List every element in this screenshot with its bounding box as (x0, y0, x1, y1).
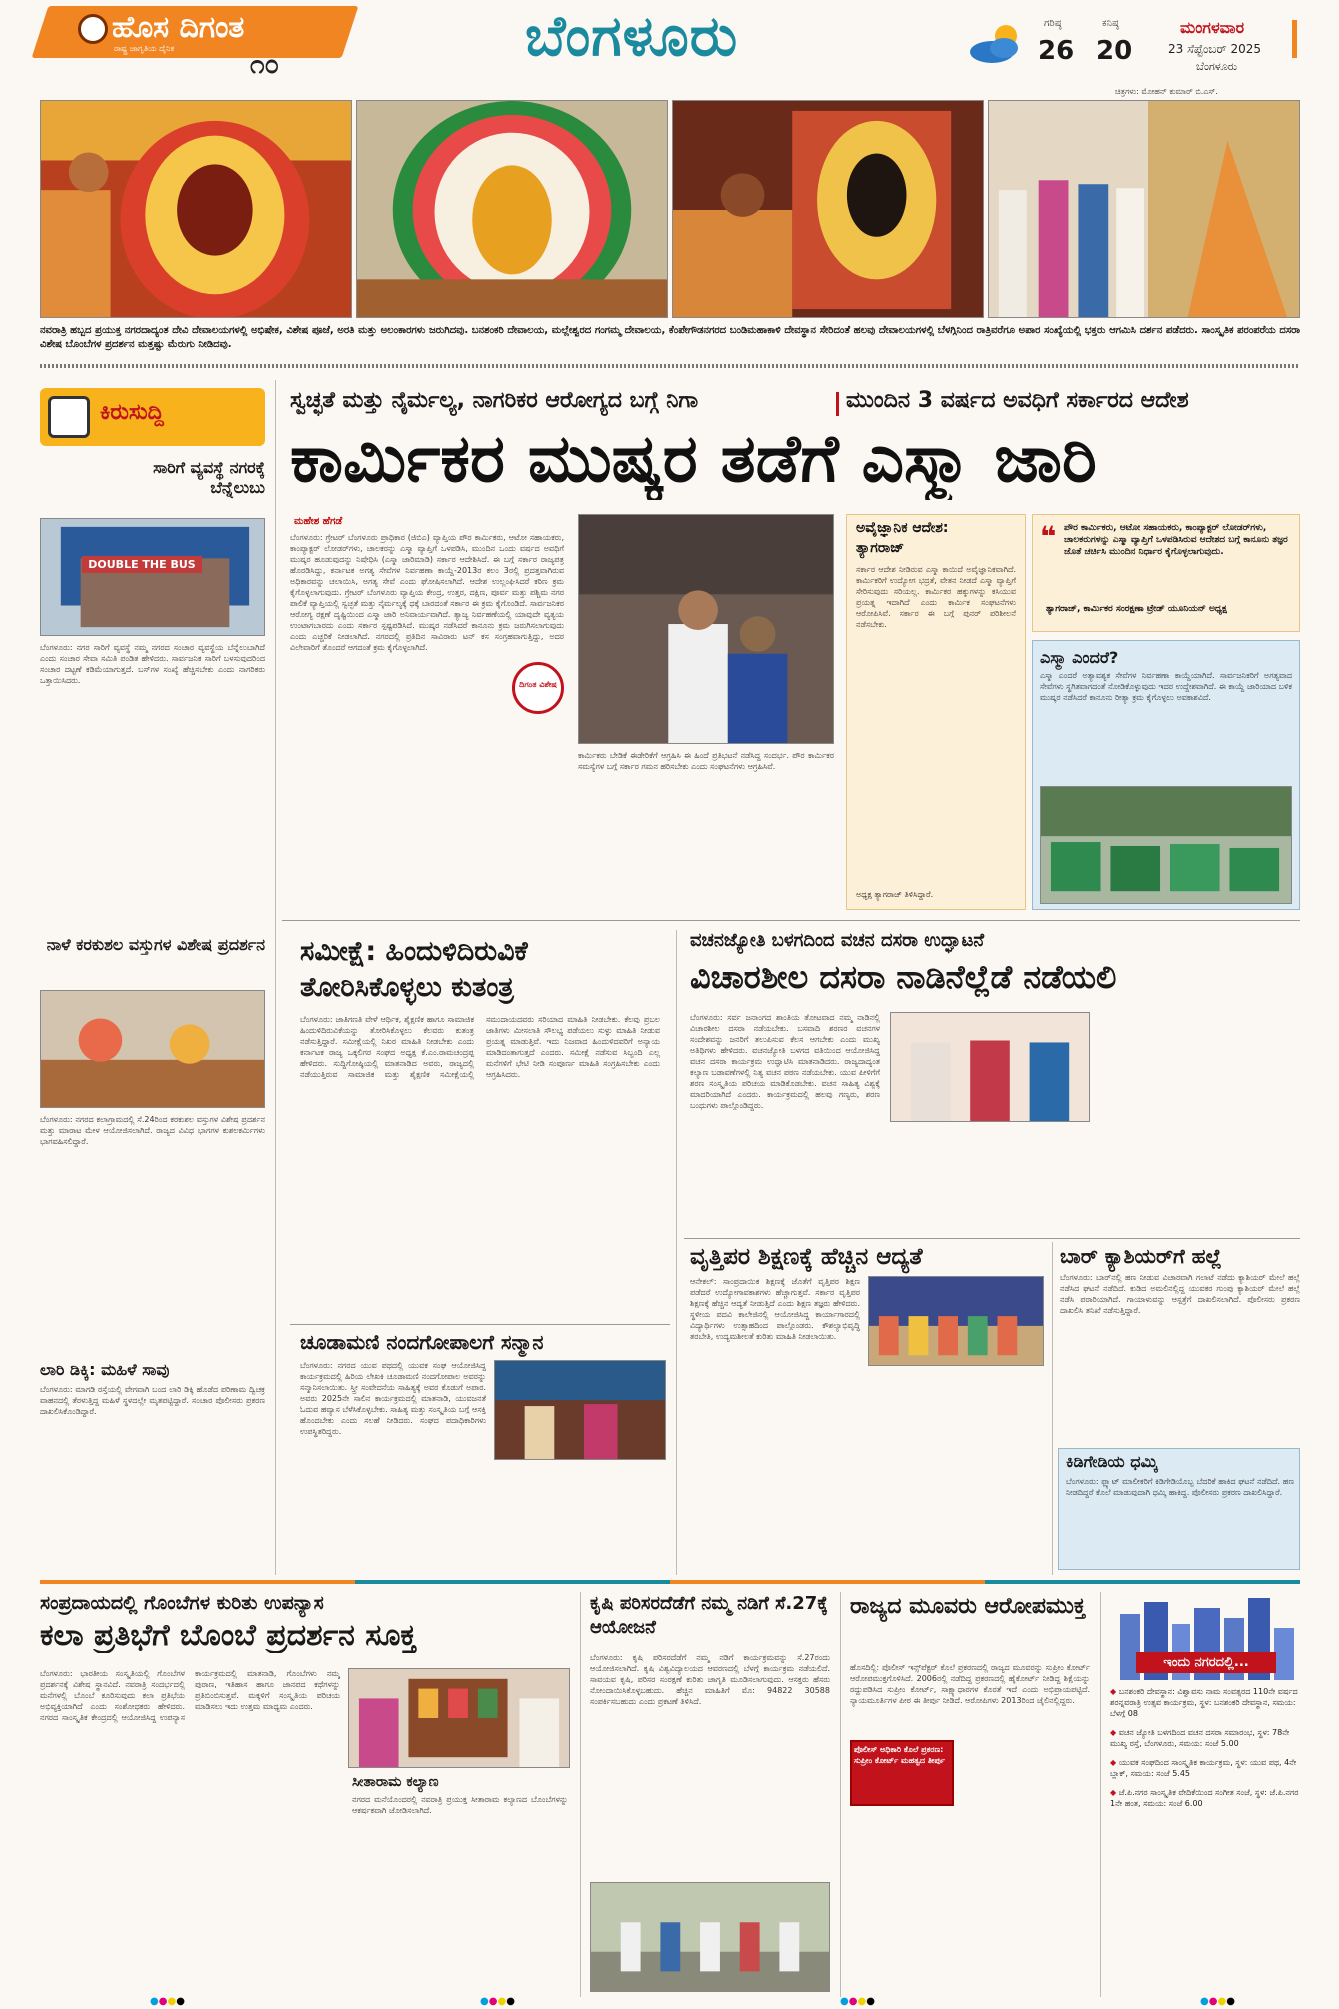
kiru-suddi-item2-body: ಬೆಂಗಳೂರು: ನಗರದ ಕಲಾಗ್ರಾಮದಲ್ಲಿ ಸೆ.24ರಿಂದ ಕರಕುಶಲ ವಸ್ತುಗಳ ವಿಶೇಷ ಪ್ರದರ್ಶನ ಮತ್ತು ಮಾರಾಟ ಮೇಳ ಆಯೋಜಿಸಲಾಗಿದೆ. ರಾಜ್ಯದ ವಿವಿಧ ಭಾಗಗಳ ಕುಶಲಕರ್ಮಿಗಳು ಭಾಗವಹಿಸಲಿದ್ದಾರೆ. (40, 1115, 265, 1146)
pull-quote-text: ಪೌರ ಕಾರ್ಮಿಕರು, ಆಟೋ ಸಹಾಯಕರು, ಕಾಂಪ್ಯಾಕ್ಟರ್ ಲೋಡರ್‌ಗಳು, ಚಾಲಕರುಗಳನ್ನು ಎಸ್ಮಾ ವ್ಯಾಪ್ತಿಗೆ ಒಳಪಡಿಸಿರುವ ಆದೇಶದ ಬಗ್ಗೆ ಕಾನೂನು ತಜ್ಞರ ಜೊತೆ ಚರ್ಚಿಸಿ ಮುಂದಿನ ನಿರ್ಧಾರ ಕೈಗೊಳ್ಳಲಾಗುವುದು. (1064, 523, 1288, 557)
top-photo-caption: ನವರಾತ್ರಿ ಹಬ್ಬದ ಪ್ರಯುಕ್ತ ನಗರದಾದ್ಯಂತ ದೇವಿ ದೇವಾಲಯಗಳಲ್ಲಿ ಅಭಿಷೇಕ, ವಿಶೇಷ ಪೂಜೆ, ಅರತಿ ಮತ್ತು ಅಲಂಕಾರಗಳು ಜರುಗಿದವು. ಬನಶಂಕರಿ ದೇವಾಲಯ, ಮಲ್ಲೇಶ್ವರದ ಗಂಗಮ್ಮ ದೇವಾಲಯ, ಕೆಂಪೇಗೌಡನಗರದ ಬಂಡಿಮಹಾಕಾಳಿ ದೇವಸ್ಥಾನ ಸೇರಿದಂತೆ ಹಲವು ದೇವಾಲಯಗಳಲ್ಲಿ ಬೆಳಗ್ಗಿನಿಂದ ರಾತ್ರಿವರೆಗೂ ಅಪಾರ ಸಂಖ್ಯೆಯಲ್ಲಿ ಭಕ್ತರು ಆಗಮಿಸಿ ದರ್ಶನ ಪಡೆದರು. ಸಾಂಸ್ಕೃತಿಕ ಪರಂಪರೆಯ ದಸರಾ ವಿಶೇಷ ಬೊಂಬೆಗಳ ಪ್ರದರ್ಶನ ಮತ್ತಷ್ಟು ಮೆರುಗು ನೀಡಿದವು. (40, 325, 1300, 350)
lead-kicker-left: ಸ್ವಚ್ಛತೆ ಮತ್ತು ನೈರ್ಮಲ್ಯ, ನಾಗರಿಕರ ಆರೋಗ್ಯದ ಬಗ್ಗೆ ನಿಗಾ (290, 388, 699, 413)
threat-body: ಬೆಂಗಳೂರು: ಫ್ಲ್ಯಾಟ್ ಮಾಲೀಕರಿಗೆ ಕಿಡಿಗೇಡಿಯೊಬ್ಬ ಬೆದರಿಕೆ ಹಾಕಿದ ಘಟನೆ ನಡೆದಿದೆ. ಹಣ ನೀಡದಿದ್ದರೆ ಕೊಲೆ ಮಾಡುವುದಾಗಿ ಧಮ್ಕಿ ಹಾಕಿದ್ದ. ಪೊಲೀಸರು ಪ್ರಕರಣ ದಾಖಲಿಸಿದ್ದಾರೆ. (1066, 1477, 1294, 1497)
event-bullet-icon: ◆ (1110, 1728, 1119, 1737)
bar-cashier-body: ಬೆಂಗಳೂರು: ಬಾರ್‌ನಲ್ಲಿ ಹಣ ನೀಡುವ ವಿಚಾರವಾಗಿ ಗಲಾಟೆ ನಡೆದು ಕ್ಯಾಶಿಯರ್ ಮೇಲೆ ಹಲ್ಲೆ ನಡೆಸಿದ ಘಟನೆ ನಡೆದಿದೆ. ಕುಡಿದ ಅಮಲಿನಲ್ಲಿದ್ದ ಯುವಕರ ಗುಂಪು ಕ್ಯಾಶಿಯರ್ ಮೇಲೆ ಹಲ್ಲೆ ನಡೆಸಿ ಪರಾರಿಯಾಗಿದೆ. ಗಾಯಾಳುವನ್ನು ಆಸ್ಪತ್ರೆಗೆ ದಾಖಲಿಸಲಾಗಿದೆ. ಪೊಲೀಸರು ಪ್ರಕರಣ ದಾಖಲಿಸಿ ತನಿಖೆ ನಡೆಸುತ್ತಿದ್ದಾರೆ. (1060, 1273, 1300, 1315)
weekday: ಮಂಗಳವಾರ (1180, 18, 1245, 37)
bus-banner-text: DOUBLE THE BUS (82, 556, 202, 573)
vachana-body-right (1100, 1012, 1300, 1232)
temple-photo-1[interactable] (40, 100, 352, 318)
paper-tagline: ರಾಷ್ಟ್ರ ಜಾಗೃತಿಯ ದೈನಿಕ (114, 44, 175, 53)
accused-box-text: ಪೊಲೀಸ್ ಅಧಿಕಾರಿ ಕೊಲೆ ಪ್ರಕರಣ: ಸುಪ್ರೀಂ ಕೋರ್ಟ್ ಮಹತ್ವದ ತೀರ್ಪು (854, 1745, 945, 1765)
today-event-text: ಯುವಕ ಸಂಘದಿಂದ ಸಾಂಸ್ಕೃತಿಕ ಕಾರ್ಯಕ್ರಮ, ಸ್ಥಳ: ಯುವ ಪಥ, 4ನೇ ಬ್ಲಾಕ್, ಸಮಯ: ಸಂಜೆ 5.45 (1110, 1758, 1297, 1778)
today-event (1110, 1727, 1300, 1749)
event-bullet-icon: ◆ (1110, 1788, 1119, 1797)
city-title: ಬೆಂಗಳೂರು (525, 4, 739, 69)
weather-min-label: ಕನಿಷ್ಠ (1102, 18, 1119, 29)
registration-marks-far: ●●●● (1200, 1996, 1235, 2007)
section-divider (40, 364, 1300, 368)
vachana-headline: ವಿಚಾರಶೀಲ ದಸರಾ ನಾಡಿನೆಲ್ಲೆಡೆ ನಡೆಯಲಿ (690, 958, 1117, 996)
doll-show-photo[interactable] (348, 1668, 570, 1768)
protest-photo[interactable] (578, 514, 834, 744)
today-event (1110, 1686, 1300, 1719)
today-event (1110, 1757, 1300, 1779)
protest-photo-caption: ಕಾರ್ಮಿಕರು ಬೇಡಿಕೆ ಈಡೇರಿಕೆಗೆ ಆಗ್ರಹಿಸಿ ಈ ಹಿಂದೆ ಪ್ರತಿಭಟನೆ ನಡೆಸಿದ್ದ ಸಂದರ್ಭ. ಪೌರ ಕಾರ್ಮಿಕರ ಸಮಸ್ಯೆಗಳ ಬಗ್ಗೆ ಸರ್ಕಾರ ಗಮನ ಹರಿಸಬೇಕು ಎಂದು ಸಂಘಟನೆಗಳು ಆಗ್ರಹಿಸಿವೆ. (578, 751, 834, 771)
threat-headline: ಕಿಡಿಗೇಡಿಯ ಧಮ್ಕಿ (1066, 1452, 1158, 1471)
column-divider (275, 380, 276, 1575)
today-event-text: ವಚನ ಜ್ಯೋತಿ ಬಳಗದಿಂದ ವಚನ ದಸರಾ ಸಮಾರಂಭ, ಸ್ಥಳ: 78ನೇ ಮುಖ್ಯ ರಸ್ತೆ, ಬೆಂಗಳೂರು, ಸಮಯ: ಸಂಜೆ 5.00 (1110, 1728, 1290, 1748)
event-bullet-icon: ◆ (1110, 1687, 1119, 1696)
quote-designation: ಅಧ್ಯಕ್ಷ ತ್ಯಾಗರಾಜ್ ತಿಳಿಸಿದ್ದಾರೆ. (856, 890, 934, 899)
weather-max: 26 (1038, 36, 1075, 66)
date: 23 ಸೆಪ್ಟೆಂಬರ್ 2025 (1168, 42, 1262, 56)
lead-headline: ಕಾರ್ಮಿಕರ ಮುಷ್ಕರ ತಡೆಗೆ ಎಸ್ಮಾ ಜಾರಿ (290, 420, 1097, 497)
vachana-kicker: ವಚನಜ್ಯೋತಿ ಬಳಗದಿಂದ ವಚನ ದಸರಾ ಉದ್ಘಾಟನೆ (690, 930, 985, 951)
today-event (1110, 1787, 1300, 1809)
bar-cashier-headline: ಬಾರ್ ಕ್ಯಾಶಿಯರ್‌ಗೆ ಹಲ್ಲೆ (1060, 1244, 1222, 1268)
doll-show-headline: ಕಲಾ ಪ್ರತಿಭೆಗೆ ಬೊಂಬೆ ಪ್ರದರ್ಶನ ಸೂಕ್ತ (40, 1618, 417, 1653)
handicraft-photo[interactable] (40, 990, 265, 1108)
temple-photo-4[interactable] (988, 100, 1300, 318)
kiru-suddi-item3-title: ಲಾರಿ ಡಿಕ್ಕಿ: ಮಹಿಳೆ ಸಾವು (40, 1360, 170, 1379)
vachana-photo[interactable] (890, 1012, 1090, 1122)
weather-min: 20 (1096, 36, 1133, 66)
chudamani-body-cont (494, 1466, 666, 1570)
column-divider-3 (1052, 1242, 1053, 1575)
lead-body: ಬೆಂಗಳೂರು: ಗ್ರೇಟರ್ ಬೆಂಗಳೂರು ಪ್ರಾಧಿಕಾರ (ಜಿಬಿಎ) ವ್ಯಾಪ್ತಿಯ ಪೌರ ಕಾರ್ಮಿಕರು, ಆಟೋ ಸಹಾಯಕರು, ಕಾಂಪ್ಯಾಕ್ಟರ್ ಲೋಡರ್‌ಗಳು, ಚಾಲಕರನ್ನು ಎಸ್ಮಾ ವ್ಯಾಪ್ತಿಗೆ ಒಳಪಡಿಸಿ, ಮುಂದಿನ ಒಂದು ವರ್ಷದ ಅವಧಿಗೆ ಮುಷ್ಕರ ಹೂಡುವುದನ್ನು ನಿಷೇಧಿಸಿ (ಎಸ್ಮಾ ಜಾರಿಮಾಡಿ) ಸರ್ಕಾರ ಆದೇಶಿಸಿದೆ. ಈ ಬಗ್ಗೆ ಸರ್ಕಾರ ರಾಜ್ಯಪತ್ರ ಹೊರಡಿಸಿದ್ದು, ಕರ್ನಾಟಕ ಅಗತ್ಯ ಸೇವೆಗಳ ನಿರ್ವಹಣಾ ಕಾಯ್ದೆ-2013ರ ಕಲಂ 3ರಲ್ಲಿ ಪ್ರದತ್ತವಾಗಿರುವ ಅಧಿಕಾರವನ್ನು ಚಲಾಯಿಸಿ, ಅಗತ್ಯ ಸೇವೆ ಎಂದು ಘೋಷಿಸಲಾಗಿದೆ. ಆದೇಶ ಉಲ್ಲಂಘಿಸಿದರೆ ಕಠಿಣ ಕ್ರಮ ಕೈಗೊಳ್ಳಲಾಗುವುದು. ಗ್ರೇಟರ್ ಬೆಂಗಳೂರು ವ್ಯಾಪ್ತಿಯ ಕೇಂದ್ರ, ಉತ್ತರ, ದಕ್ಷಿಣ, ಪೂರ್ವ ಮತ್ತು ಪಶ್ಚಿಮ ನಗರ ಪಾಲಿಕೆ ವ್ಯಾಪ್ತಿಯಲ್ಲಿ ಸ್ವಚ್ಛತೆ ಮತ್ತು ನೈರ್ಮಲ್ಯಕ್ಕೆ ಧಕ್ಕೆ ಬಾರದಂತೆ ಸರ್ಕಾರ ಈ ಕ್ರಮ ಕೈಗೊಂಡಿದೆ. ಸಾರ್ವಜನಿಕರ ಆರೋಗ್ಯ ರಕ್ಷಣೆ ದೃಷ್ಟಿಯಿಂದ ಎಸ್ಮಾ ಜಾರಿ ಅನಿವಾರ್ಯವಾಗಿದೆ. ತ್ಯಾಜ್ಯ ನಿರ್ವಹಣೆಯಲ್ಲಿ ಯಾವುದೇ ವ್ಯತ್ಯಯ ಉಂಟಾಗಬಾರದು ಎಂದು ಸರ್ಕಾರ ಸ್ಪಷ್ಟಪಡಿಸಿದೆ. ಮುಷ್ಕರ ನಡೆಸಿದರೆ ಕಾನೂನು ಕ್ರಮ ಜರುಗಿಸಲಾಗುವುದು ಎಂದು ಎಚ್ಚರಿಕೆ ನೀಡಲಾಗಿದೆ. ನಗರದಲ್ಲಿ ಪ್ರತಿದಿನ ಸಾವಿರಾರು ಟನ್ ಕಸ ಸಂಗ್ರಹವಾಗುತ್ತಿದ್ದು, ಅದರ ವಿಲೇವಾರಿಗೆ ತೊಂದರೆ ಆಗದಂತೆ ಕ್ರಮ ಕೈಗೊಳ್ಳಲಾಗಿದೆ. (290, 533, 564, 652)
accused-body: ಹೊಸದಿಲ್ಲಿ: ಪೊಲೀಸ್ ಇನ್ಸ್‌ಪೆಕ್ಟರ್ ಕೊಲೆ ಪ್ರಕರಣದಲ್ಲಿ ರಾಜ್ಯದ ಮೂವರನ್ನು ಸುಪ್ರೀಂ ಕೋರ್ಟ್ ಆರೋಪಮುಕ್ತಗೊಳಿಸಿದೆ. 2006ರಲ್ಲಿ ನಡೆದಿದ್ದ ಪ್ರಕರಣದಲ್ಲಿ ಹೈಕೋರ್ಟ್ ನೀಡಿದ್ದ ಶಿಕ್ಷೆಯನ್ನು ರದ್ದುಪಡಿಸಿದ ಸುಪ್ರೀಂ ಕೋರ್ಟ್, ಸಾಕ್ಷ್ಯಾಧಾರಗಳ ಕೊರತೆ ಇದೆ ಎಂದು ಅಭಿಪ್ರಾಯಪಟ್ಟಿದೆ. ನ್ಯಾಯಮೂರ್ತಿಗಳ ಪೀಠ ಈ ತೀರ್ಪು ನೀಡಿದೆ. ಆರೋಪಿಗಳು 2013ರಿಂದ ಜೈಲಿನಲ್ಲಿದ್ದರು. (850, 1663, 1090, 1705)
column-divider-2 (676, 930, 677, 1575)
city-label: ಬೆಂಗಳೂರು (1196, 60, 1238, 73)
garbage-trucks-photo[interactable] (1040, 786, 1292, 904)
kiru-suddi-item1-title: ಸಾರಿಗೆ ವ್ಯವಸ್ಥೆ ನಗರಕ್ಕೆ ಬೆನ್ನೆಲುಬು (153, 458, 265, 497)
chudamani-headline: ಚೂಡಾಮಣಿ ನಂದಗೋಪಾಲಗೆ ಸನ್ಮಾನ (300, 1330, 544, 1354)
doll-caption-body: ನಗರದ ಮನೆಯೊಂದರಲ್ಲಿ ನವರಾತ್ರಿ ಪ್ರಯುಕ್ತ ಸೀತಾರಾಮ ಕಲ್ಯಾಣದ ಬೊಂಬೆಗಳನ್ನು ಆಕರ್ಷಕವಾಗಿ ಜೋಡಿಸಲಾಗಿದೆ. (352, 1795, 568, 1815)
bottom-divider-1 (580, 1592, 581, 1997)
lead-byline: ಮಹೇಶ ಹೆಗಡೆ (294, 516, 343, 527)
lead-kicker-right: ಮುಂದಿನ 3 ವರ್ಷದ ಅವಧಿಗೆ ಸರ್ಕಾರದ ಆದೇಶ (846, 388, 1189, 413)
weather-max-label: ಗರಿಷ್ಠ (1044, 18, 1062, 29)
quote-label: ಅವೈಜ್ಞಾನಿಕ ಆದೇಶ: (856, 520, 949, 536)
quote-name: ತ್ಯಾಗರಾಜ್ (856, 540, 905, 556)
doll-show-kicker: ಸಂಪ್ರದಾಯದಲ್ಲಿ ಗೊಂಬೆಗಳ ಕುರಿತು ಉಪನ್ಯಾಸ (40, 1592, 324, 1614)
vachana-body: ಬೆಂಗಳೂರು: ಸರ್ವ ಜನಾಂಗದ ಶಾಂತಿಯ ತೋಟವಾದ ನಮ್ಮ ನಾಡಿನಲ್ಲಿ ವಿಚಾರಶೀಲ ದಸರಾ ನಡೆಯಬೇಕು. ಬಸವಾದಿ ಶರಣರ ವಚನಗಳ ಸಂದೇಶವನ್ನು ಜನರಿಗೆ ತಲುಪಿಸುವ ಕೆಲಸ ಆಗಬೇಕು ಎಂದು ಮುಖ್ಯ ಅತಿಥಿಗಳು ಹೇಳಿದರು. ವಚನಜ್ಯೋತಿ ಬಳಗದ ವತಿಯಿಂದ ಆಯೋಜಿಸಿದ್ದ ವಚನ ದಸರಾ ಕಾರ್ಯಕ್ರಮ ಉದ್ಘಾಟಿಸಿ ಮಾತನಾಡಿದರು. ರಾಜ್ಯದಾದ್ಯಂತ ಕಲ್ಯಾಣ ಬಡಾವಣೆಗಳಲ್ಲಿ ನಿತ್ಯ ವಚನ ಪಠಣ ನಡೆಯಬೇಕು. ಯುವ ಪೀಳಿಗೆಗೆ ಶರಣ ಸಂಸ್ಕೃತಿಯ ಪರಿಚಯ ಮಾಡಿಕೊಡಬೇಕು. ವಚನ ಸಾಹಿತ್ಯ ವಿಶ್ವಕ್ಕೆ ಮಾದರಿಯಾಗಿದೆ ಎಂದರು. ಕಾರ್ಯಕ್ರಮದಲ್ಲಿ ಹಲವು ಗಣ್ಯರು, ಶರಣ ಬಂಧುಗಳು ಪಾಲ್ಗೊಂಡಿದ್ದರು. (690, 1013, 880, 1110)
agri-body: ಬೆಂಗಳೂರು: ಕೃಷಿ ಪರಿಸರದೆಡೆಗೆ ನಮ್ಮ ನಡಿಗೆ ಕಾರ್ಯಕ್ರಮವನ್ನು ಸೆ.27ರಂದು ಆಯೋಜಿಸಲಾಗಿದೆ. ಕೃಷಿ ವಿಶ್ವವಿದ್ಯಾಲಯದ ಆವರಣದಲ್ಲಿ ಬೆಳಗ್ಗೆ ಕಾರ್ಯಕ್ರಮ ನಡೆಯಲಿದೆ. ಸಾವಯವ ಕೃಷಿ, ಪರಿಸರ ಸಂರಕ್ಷಣೆ ಕುರಿತು ಜಾಗೃತಿ ಮೂಡಿಸಲಾಗುವುದು. ಆಸಕ್ತರು ಹೆಸರು ನೋಂದಾಯಿಸಿಕೊಳ್ಳಬಹುದು. ಹೆಚ್ಚಿನ ಮಾಹಿತಿಗೆ ಮೊ: 94822 30588 ಸಂಪರ್ಕಿಸಬಹುದು ಎಂದು ಪ್ರಕಟಣೆ ತಿಳಿಸಿದೆ. (590, 1653, 830, 1706)
survey-body: ಬೆಂಗಳೂರು: ಜಾತಿಗಣತಿ ವೇಳೆ ಆರ್ಥಿಕ, ಶೈಕ್ಷಣಿಕ ಹಾಗೂ ಸಾಮಾಜಿಕ ಹಿಂದುಳಿದಿರುವಿಕೆಯನ್ನು ತೋರಿಸಿಕೊಳ್ಳಲು ಕೆಲವರು ಕುತಂತ್ರ ನಡೆಸುತ್ತಿದ್ದಾರೆ. ಸಮೀಕ್ಷೆಯಲ್ಲಿ ನಿಖರ ಮಾಹಿತಿ ನೀಡಬೇಕು ಎಂದು ಕರ್ನಾಟಕ ರಾಜ್ಯ ಒಕ್ಕಲಿಗರ ಸಂಘದ ಅಧ್ಯಕ್ಷ ಕೆ.ಎಂ.ರಾಮಚಂದ್ರಪ್ಪ ಹೇಳಿದರು. ಸುದ್ದಿಗೋಷ್ಠಿಯಲ್ಲಿ ಮಾತನಾಡಿದ ಅವರು, ರಾಜ್ಯದಲ್ಲಿ ನಡೆಯುತ್ತಿರುವ ಸಾಮಾಜಿಕ ಮತ್ತು ಶೈಕ್ಷಣಿಕ ಸಮೀಕ್ಷೆಯಲ್ಲಿ ಸಮುದಾಯದವರು ಸರಿಯಾದ ಮಾಹಿತಿ ನೀಡಬೇಕು. ಕೆಲವು ಪ್ರಬಲ ಜಾತಿಗಳು ಮೀಸಲಾತಿ ಸೌಲಭ್ಯ ಪಡೆಯಲು ಸುಳ್ಳು ಮಾಹಿತಿ ನೀಡುವ ಪ್ರಯತ್ನ ಮಾಡುತ್ತಿವೆ. ಇದು ನಿಜವಾದ ಹಿಂದುಳಿದವರಿಗೆ ಅನ್ಯಾಯ ಮಾಡಿದಂತಾಗುತ್ತದೆ ಎಂದರು. ಸಮೀಕ್ಷೆ ನಡೆಸುವ ಸಿಬ್ಬಂದಿ ಎಲ್ಲ ಮನೆಗಳಿಗೆ ಭೇಟಿ ನೀಡಿ ಸಂಪೂರ್ಣ ಮಾಹಿತಿ ಸಂಗ್ರಹಿಸಬೇಕು ಎಂದು ಆಗ್ರಹಿಸಿದರು. (300, 1015, 660, 1079)
chudamani-photo[interactable] (494, 1360, 666, 1460)
lead-kicker-divider (836, 392, 839, 416)
logo-emblem-icon (78, 14, 108, 44)
esma-title: ಎಸ್ಮಾ ಎಂದರೆ? (1040, 648, 1119, 667)
row-divider (282, 920, 1300, 921)
quote-body: ಸರ್ಕಾರ ಆದೇಶ ನೀಡಿರುವ ಎಸ್ಮಾ ಕಾಯಿದೆ ಅವೈಜ್ಞಾನಿಕವಾಗಿದೆ. ಕಾರ್ಮಿಕರಿಗೆ ಉದ್ಯೋಗ ಭದ್ರತೆ, ವೇತನ ನೀಡದೆ ಎಸ್ಮಾ ವ್ಯಾಪ್ತಿಗೆ ಸೇರಿಸುವುದು ಸರಿಯಲ್ಲ. ಕಾರ್ಮಿಕರ ಹಕ್ಕುಗಳನ್ನು ಕಸಿಯುವ ಪ್ರಯತ್ನ ಇದಾಗಿದೆ ಎಂದು ಕಾರ್ಮಿಕ ಸಂಘಟನೆಗಳು ಆರೋಪಿಸಿವೆ. ಸರ್ಕಾರ ಈ ಬಗ್ಗೆ ಪುನರ್ ಪರಿಶೀಲನೆ ನಡೆಸಬೇಕು. (856, 565, 1016, 629)
registration-marks-mid: ●●●● (480, 1996, 515, 2007)
survey-divider (290, 1324, 670, 1325)
pull-quote-author: ತ್ಯಾಗರಾಜ್, ಕಾರ್ಮಿಕರ ಸಂರಕ್ಷಣಾ ಟ್ರೇಡ್ ಯೂನಿಯನ್ ಅಧ್ಯಕ್ಷ (1046, 604, 1227, 614)
kiru-suddi-item2-title: ನಾಳೆ ಕರಕುಶಲ ವಸ್ತುಗಳ ವಿಶೇಷ ಪ್ರದರ್ಶನ (46, 935, 265, 954)
temple-photo-2[interactable] (356, 100, 668, 318)
vocational-headline: ವೃತ್ತಿಪರ ಶಿಕ್ಷಣಕ್ಕೆ ಹೆಚ್ಚಿನ ಆದ್ಯತೆ (690, 1244, 923, 1270)
today-event-text: ಬನಶಂಕರಿ ದೇವಸ್ಥಾನ: ವಿಶ್ವಾವಸು ನಾಮ ಸಂವತ್ಸರದ 110ನೇ ವರ್ಷದ ಶರನ್ನವರಾತ್ರಿ ಉತ್ಸವ ಕಾರ್ಯಕ್ರಮ, ಸ್ಥಳ: ಬನಶಂಕರಿ ದೇವಸ್ಥಾನ, ಸಮಯ: ಬೆಳಗ್ಗೆ 08 (1110, 1687, 1298, 1718)
vocational-photo[interactable] (868, 1276, 1044, 1366)
today-title: ಇಂದು ನಗರದಲ್ಲಿ... (1136, 1652, 1276, 1673)
agri-photo[interactable] (590, 1882, 830, 1992)
bottom-divider-2 (840, 1592, 841, 1997)
bus-photo[interactable] (40, 518, 265, 636)
survey-headline: ಸಮೀಕ್ಷೆ: ಹಿಂದುಳಿದಿರುವಿಕೆ ತೋರಿಸಿಕೊಳ್ಳಲು ಕುತಂತ್ರ (300, 936, 528, 1003)
photo-credit: ಚಿತ್ರಗಳು: ಮೋಹನ್ ಕುಮಾರ್ ಬಿ.ಎಸ್. (1115, 87, 1218, 96)
agri-headline: ಕೃಷಿ ಪರಿಸರದೆಡೆಗೆ ನಮ್ಮ ನಡಿಗೆ ಸೆ.27ಕ್ಕೆ ಆಯೋಜನೆ (590, 1593, 828, 1638)
today-event-list (1110, 1686, 1300, 1996)
quote-mark-icon: ❝ (1040, 520, 1057, 553)
today-event-text: ಜೆ.ಪಿ.ನಗರ ಸಾಂಸ್ಕೃತಿಕ ವೇದಿಕೆಯಿಂದ ಸಂಗೀತ ಸಂಜೆ, ಸ್ಥಳ: ಜೆ.ಪಿ.ನಗರ 1ನೇ ಹಂತ, ಸಮಯ: ಸಂಜೆ 6.00 (1110, 1788, 1299, 1808)
weather-icon (966, 20, 1028, 64)
temple-photo-3[interactable] (672, 100, 984, 318)
masthead (0, 0, 1339, 86)
doll-caption-title: ಸೀತಾರಾಮ ಕಲ್ಯಾಣ (352, 1774, 439, 1790)
chudamani-body: ಬೆಂಗಳೂರು: ನಗರದ ಯುವ ಪಥದಲ್ಲಿ ಯುವಕ ಸಂಘ ಆಯೋಜಿಸಿದ್ದ ಕಾರ್ಯಕ್ರಮದಲ್ಲಿ ಹಿರಿಯ ಲೇಖಕಿ ಚೂಡಾಮಣಿ ನಂದಗೋಪಾಲ ಅವರನ್ನು ಸನ್ಮಾನಿಸಲಾಯಿತು. ಸ್ತ್ರೀ ಸಂವೇದನೆಯ ಸಾಹಿತ್ಯಕ್ಕೆ ಅವರ ಕೊಡುಗೆ ಅಪಾರ. ಅವರು 2025ನೇ ಸಾಲಿನ ಕಾರ್ಯಕ್ರಮದಲ್ಲಿ ಮಾತನಾಡಿ, ಯುವಜನತೆ ಓದುವ ಹವ್ಯಾಸ ಬೆಳೆಸಿಕೊಳ್ಳಬೇಕು. ಸಾಹಿತ್ಯ ಮತ್ತು ಸಂಸ್ಕೃತಿಯ ಬಗ್ಗೆ ಆಸಕ್ತಿ ಹೊಂದಬೇಕು ಎಂದು ಸಲಹೆ ನೀಡಿದರು. ಸಂಘದ ಪದಾಧಿಕಾರಿಗಳು ಉಪಸ್ಥಿತರಿದ್ದರು. (300, 1361, 486, 1436)
kiru-suddi-item1-body: ಬೆಂಗಳೂರು: ನಗರ ಸಾರಿಗೆ ವ್ಯವಸ್ಥೆ ನಮ್ಮ ನಗರದ ಸಂಚಾರ ವ್ಯವಸ್ಥೆಯ ಬೆನ್ನೆಲುಬಾಗಿದೆ ಎಂದು ಸಂಚಾರ ಸೇವಾ ಸಮಿತಿ ಪಂಡಿತ ಹೇಳಿದರು. ಸಾರ್ವಜನಿಕ ಸಾರಿಗೆ ಬಳಸುವುದರಿಂದ ಸಂಚಾರ ದಟ್ಟಣೆ ಕಡಿಮೆಯಾಗುತ್ತದೆ. ಬಸ್‌ಗಳ ಸಂಖ್ಯೆ ಹೆಚ್ಚಿಸಬೇಕು ಎಂದು ನಾಗರಿಕರು ಒತ್ತಾಯಿಸಿದರು. (40, 643, 265, 685)
doll-show-body: ಬೆಂಗಳೂರು: ಭಾರತೀಯ ಸಂಸ್ಕೃತಿಯಲ್ಲಿ ಗೊಂಬೆಗಳ ಪ್ರದರ್ಶನಕ್ಕೆ ವಿಶೇಷ ಸ್ಥಾನವಿದೆ. ನವರಾತ್ರಿ ಸಂದರ್ಭದಲ್ಲಿ ಮನೆಗಳಲ್ಲಿ ಬೊಂಬೆ ಕೂರಿಸುವುದು ಕಲಾ ಪ್ರತಿಭೆಯ ಅಭಿವ್ಯಕ್ತಿಯಾಗಿದೆ ಎಂದು ಸಂಶೋಧಕರು ಹೇಳಿದರು. ನಗರದ ಸಾಂಸ್ಕೃತಿಕ ಕೇಂದ್ರದಲ್ಲಿ ಆಯೋಜಿಸಿದ್ದ ಉಪನ್ಯಾಸ ಕಾರ್ಯಕ್ರಮದಲ್ಲಿ ಮಾತನಾಡಿ, ಗೊಂಬೆಗಳು ನಮ್ಮ ಪುರಾಣ, ಇತಿಹಾಸ ಹಾಗೂ ಜಾನಪದ ಕಥೆಗಳನ್ನು ಪ್ರತಿಬಿಂಬಿಸುತ್ತವೆ. ಮಕ್ಕಳಿಗೆ ಸಂಸ್ಕೃತಿಯ ಪರಿಚಯ ಮಾಡಿಸಲು ಇದು ಉತ್ತಮ ಮಾಧ್ಯಮ ಎಂದರು. (40, 1669, 340, 1722)
kiru-suddi-label: ಕಿರುಸುದ್ದಿ (100, 400, 164, 425)
vocational-body: ಆನೇಕಲ್: ಸಾಂಪ್ರದಾಯಿಕ ಶಿಕ್ಷಣಕ್ಕೆ ಜೊತೆಗೆ ವೃತ್ತಿಪರ ಶಿಕ್ಷಣ ಪಡೆದರೆ ಉದ್ಯೋಗಾವಕಾಶಗಳು ಹೆಚ್ಚಾಗುತ್ತವೆ. ಸರ್ಕಾರ ವೃತ್ತಿಪರ ಶಿಕ್ಷಣಕ್ಕೆ ಹೆಚ್ಚಿನ ಆದ್ಯತೆ ನೀಡುತ್ತಿದೆ ಎಂದು ಶಿಕ್ಷಣ ತಜ್ಞರು ಹೇಳಿದರು. ಸ್ಥಳೀಯ ಪದವಿ ಕಾಲೇಜಿನಲ್ಲಿ ಆಯೋಜಿಸಿದ್ದ ಕಾರ್ಯಾಗಾರದಲ್ಲಿ ವಿದ್ಯಾರ್ಥಿಗಳು ಉತ್ಸಾಹದಿಂದ ಪಾಲ್ಗೊಂಡರು. ಕೌಶಲ್ಯಾಭಿವೃದ್ಧಿ ತರಬೇತಿ, ಉದ್ಯಮಶೀಲತೆ ಕುರಿತು ಮಾಹಿತಿ ನೀಡಲಾಯಿತು. (690, 1277, 860, 1341)
vocational-body-cont (868, 1372, 1044, 1570)
masthead-accent-bar (1292, 20, 1297, 58)
hand-pointer-icon (48, 396, 90, 438)
registration-marks-left: ●●●● (150, 1996, 185, 2007)
bottom-color-bar (40, 1580, 1300, 1584)
page-number: ೧೦ (250, 50, 280, 80)
accused-headline: ರಾಜ್ಯದ ಮೂವರು ಆರೋಪಮುಕ್ತ (850, 1594, 1086, 1619)
bottom-divider-3 (1100, 1592, 1101, 1997)
kiru-suddi-item3-body: ಬೆಂಗಳೂರು: ಮಾಗಡಿ ರಸ್ತೆಯಲ್ಲಿ ವೇಗವಾಗಿ ಬಂದ ಲಾರಿ ಡಿಕ್ಕಿ ಹೊಡೆದ ಪರಿಣಾಮ ದ್ವಿಚಕ್ರ ವಾಹನದಲ್ಲಿ ತೆರಳುತ್ತಿದ್ದ ಮಹಿಳೆ ಸ್ಥಳದಲ್ಲೇ ಮೃತಪಟ್ಟಿದ್ದಾರೆ. ಸಂಚಾರ ಪೊಲೀಸರು ಪ್ರಕರಣ ದಾಖಲಿಸಿಕೊಂಡಿದ್ದಾರೆ. (40, 1385, 265, 1416)
seal-text: ದಿಗಂತ ವಿಶೇಷ (519, 680, 557, 689)
vachana-body-mid (890, 1128, 1090, 1232)
event-bullet-icon: ◆ (1110, 1758, 1119, 1767)
paper-name: ಹೊಸ ದಿಗಂತ (112, 10, 245, 45)
esma-body: ಎಸ್ಮಾ ಎಂದರೆ ಅತ್ಯಾವಶ್ಯಕ ಸೇವೆಗಳ ನಿರ್ವಹಣಾ ಕಾಯ್ದೆಯಾಗಿದೆ. ಸಾರ್ವಜನಿಕರಿಗೆ ಅಗತ್ಯವಾದ ಸೇವೆಗಳು ಸ್ಥಗಿತವಾಗದಂತೆ ನೋಡಿಕೊಳ್ಳುವುದು ಇದರ ಉದ್ದೇಶವಾಗಿದೆ. ಈ ಕಾಯ್ದೆ ಜಾರಿಯಾದ ಬಳಿಕ ಮುಷ್ಕರ ನಡೆಸಿದರೆ ಕಾನೂನು ರೀತ್ಯಾ ಕ್ರಮ ಕೈಗೊಳ್ಳಲು ಅವಕಾಶವಿದೆ. (1040, 671, 1292, 702)
vachana-divider (684, 1238, 1300, 1239)
registration-marks-right: ●●●● (840, 1996, 875, 2007)
